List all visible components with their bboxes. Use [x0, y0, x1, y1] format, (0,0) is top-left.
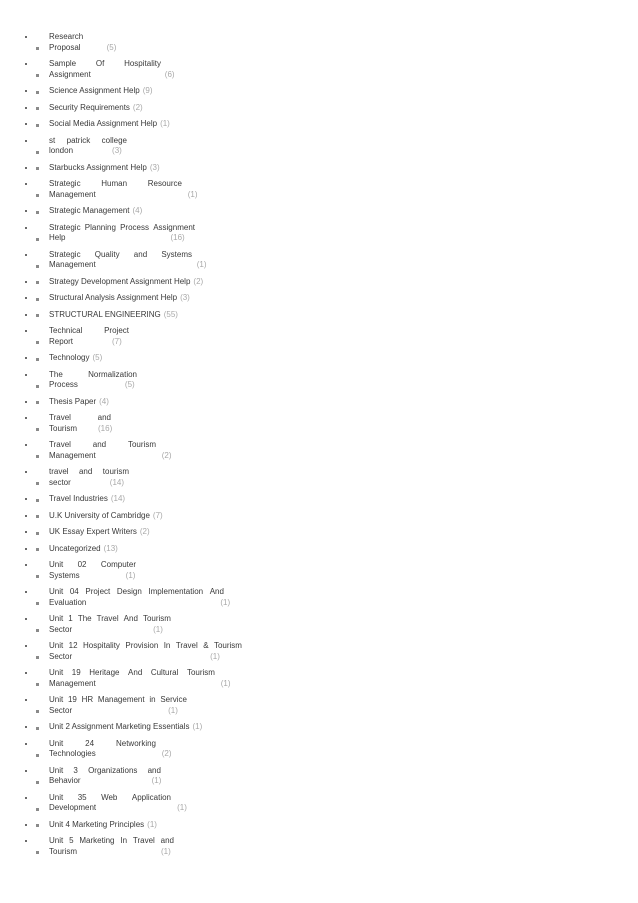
category-word: Project — [85, 587, 111, 596]
category-word: 24 — [85, 738, 95, 748]
category-item[interactable] — [36, 206, 636, 217]
category-item[interactable] — [36, 544, 636, 555]
category-word: and — [147, 765, 161, 775]
category-name-line1[interactable] — [49, 766, 161, 777]
category-item[interactable] — [36, 86, 636, 97]
post-count: (9) — [142, 86, 153, 95]
category-word: 12 — [68, 641, 78, 650]
post-count: (1) — [220, 597, 231, 607]
post-count: (1) — [153, 624, 163, 634]
category-link[interactable]: STRUCTURAL ENGINEERING — [49, 309, 161, 319]
category-item[interactable] — [36, 614, 636, 635]
category-name-line1[interactable] — [49, 668, 215, 679]
category-link[interactable]: Process — [49, 380, 78, 389]
category-name-line1[interactable] — [49, 413, 111, 424]
category-word: Cultural — [150, 668, 179, 677]
category-name-line1[interactable] — [49, 587, 224, 598]
category-name-line1[interactable] — [49, 739, 156, 750]
category-word: & — [203, 641, 209, 650]
category-item[interactable] — [36, 370, 636, 391]
category-word: • Unit — [49, 836, 64, 845]
bullet-icon — [36, 385, 39, 388]
category-item[interactable] — [36, 326, 636, 347]
category-name-line1[interactable] — [49, 641, 242, 652]
category-name-line1[interactable] — [49, 223, 195, 234]
category-name-line1[interactable] — [49, 179, 182, 190]
category-word: Travel — [175, 641, 198, 650]
category-word: • Unit — [49, 587, 64, 596]
category-link[interactable]: Sector — [49, 624, 73, 634]
category-word: Project — [104, 326, 129, 335]
category-word: Organizations — [88, 765, 138, 775]
category-item[interactable] — [36, 250, 636, 271]
category-word: Quality — [94, 249, 120, 259]
category-word: and — [97, 413, 111, 422]
category-word: and — [160, 836, 174, 845]
category-item[interactable] — [36, 467, 636, 488]
category-word: 5 — [69, 836, 74, 845]
category-link[interactable]: Science Assignment Help — [49, 86, 140, 95]
category-name-line1[interactable] — [49, 326, 129, 337]
bullet-icon — [36, 710, 39, 713]
category-item[interactable] — [36, 32, 636, 53]
category-link[interactable]: Management — [49, 189, 96, 199]
category-word: Resource — [147, 179, 182, 188]
category-word: Travel — [132, 836, 155, 845]
bullet-icon — [36, 194, 39, 197]
category-word: Hospitality — [124, 59, 161, 68]
category-item[interactable] — [36, 511, 636, 522]
category-link[interactable]: Thesis Paper — [49, 396, 97, 406]
bullet-icon — [36, 781, 39, 784]
post-count: (2) — [161, 749, 172, 758]
category-word: 02 — [77, 560, 87, 569]
category-link[interactable]: Management — [49, 260, 96, 269]
post-count: (3) — [149, 162, 160, 172]
category-word: The — [77, 614, 92, 623]
post-count: (14) — [110, 494, 126, 503]
category-name-line1[interactable] — [49, 250, 192, 261]
bullet-icon — [36, 824, 39, 827]
category-item[interactable] — [36, 820, 636, 831]
category-word: Systems — [161, 249, 192, 259]
category-item[interactable] — [36, 641, 636, 662]
category-word: Normalization — [88, 369, 137, 379]
category-word: Planning — [84, 222, 116, 232]
bullet-icon — [36, 107, 39, 110]
post-count: (1) — [147, 819, 157, 829]
category-word: and — [78, 467, 93, 476]
bullet-icon — [36, 401, 39, 404]
category-item[interactable] — [36, 353, 636, 364]
category-link[interactable]: Management — [49, 678, 96, 688]
category-item[interactable] — [36, 494, 636, 505]
category-word: college — [101, 135, 127, 145]
category-item[interactable] — [36, 722, 636, 733]
category-link[interactable]: Tourism — [49, 423, 78, 433]
category-word: Implementation — [148, 587, 204, 596]
bullet-icon — [36, 851, 39, 854]
category-link[interactable]: Sector — [49, 705, 73, 715]
category-word: • travel — [49, 467, 69, 476]
bullet-icon — [36, 532, 39, 535]
category-word: 19 — [67, 695, 77, 704]
category-link[interactable]: Travel Industries — [49, 494, 108, 503]
post-count: (1) — [168, 705, 178, 715]
category-word: • Unit — [49, 560, 64, 569]
category-word: Tourism — [142, 614, 171, 623]
category-item[interactable] — [36, 310, 636, 321]
category-word: • Technical — [49, 326, 83, 335]
bullet-icon — [36, 314, 39, 317]
bullet-icon — [36, 754, 39, 757]
category-word: patrick — [66, 135, 91, 145]
category-item[interactable] — [36, 413, 636, 434]
post-count: (7) — [152, 510, 163, 520]
category-word: And — [123, 614, 138, 623]
bullet-icon — [36, 167, 39, 170]
category-item[interactable] — [36, 587, 636, 608]
bullet-icon — [36, 575, 39, 578]
bullet-icon — [36, 281, 39, 284]
post-count: (16) — [98, 423, 113, 433]
category-word: In — [120, 836, 128, 845]
bullet-icon — [36, 808, 39, 811]
bullet-icon — [36, 211, 39, 214]
category-word: Process — [120, 222, 149, 232]
category-word: and — [92, 440, 107, 449]
post-count: (1) — [210, 651, 220, 661]
category-link[interactable]: london — [49, 146, 74, 155]
category-link[interactable]: Assignment — [49, 69, 91, 79]
category-link[interactable]: Structural Analysis Assignment Help — [49, 293, 178, 302]
category-word: • st — [49, 135, 56, 145]
post-count: (4) — [99, 396, 109, 406]
category-link[interactable]: Management — [49, 450, 96, 460]
category-word: 04 — [69, 587, 79, 596]
category-word: Web — [101, 792, 118, 802]
category-word: 3 — [73, 765, 78, 775]
category-word: Tourism — [213, 641, 242, 650]
category-word: HR — [81, 695, 94, 704]
category-word: Tourism — [127, 440, 156, 449]
category-item[interactable] — [36, 119, 636, 130]
category-word: Application — [131, 792, 171, 802]
bullet-icon — [36, 548, 39, 551]
category-item[interactable] — [36, 739, 636, 760]
category-link[interactable]: sector — [49, 477, 71, 487]
category-item[interactable] — [36, 668, 636, 689]
category-word: • The — [49, 369, 63, 379]
category-word: Travel — [96, 614, 119, 623]
category-word: Of — [95, 59, 105, 68]
post-count: (1) — [161, 846, 171, 856]
post-count: (5) — [106, 42, 117, 52]
category-link[interactable]: Evaluation — [49, 597, 87, 607]
category-link[interactable]: Behavior — [49, 776, 81, 785]
post-count: (2) — [139, 527, 150, 536]
category-item[interactable] — [36, 440, 636, 461]
bullet-icon — [36, 74, 39, 77]
category-item[interactable] — [36, 179, 636, 200]
category-name-line1[interactable] — [49, 695, 187, 706]
bullet-icon — [36, 341, 39, 344]
category-word: Design — [116, 587, 142, 596]
category-item[interactable] — [36, 163, 636, 174]
post-count: (2) — [161, 450, 172, 460]
category-link[interactable]: Tourism — [49, 846, 78, 856]
category-item[interactable] — [36, 59, 636, 80]
post-count: (16) — [170, 233, 185, 242]
category-word: Management — [97, 695, 145, 704]
category-item[interactable] — [36, 527, 636, 538]
category-link[interactable]: Strategic Management — [49, 206, 130, 215]
category-item[interactable] — [36, 103, 636, 114]
bullet-icon — [36, 358, 39, 361]
category-name-line1[interactable] — [49, 440, 156, 451]
bullet-icon — [36, 727, 39, 730]
post-count: (1) — [160, 119, 170, 128]
post-count: (3) — [112, 146, 122, 155]
category-word: • Unit — [49, 668, 64, 677]
category-name-line1[interactable] — [49, 370, 137, 381]
bullet-icon — [36, 47, 39, 50]
category-link[interactable]: Development — [49, 803, 97, 812]
category-word: And — [209, 587, 224, 596]
bullet-icon — [36, 455, 39, 458]
category-item[interactable] — [36, 793, 636, 814]
category-name-line1[interactable] — [49, 614, 171, 625]
category-item[interactable] — [36, 136, 636, 157]
bullet-icon — [36, 499, 39, 502]
category-link[interactable]: Starbucks Assignment Help — [49, 162, 147, 172]
post-count: (3) — [180, 293, 190, 302]
category-link[interactable]: Security Requirements — [49, 102, 130, 112]
category-word: Assignment — [153, 222, 195, 232]
post-count: (6) — [164, 69, 175, 79]
post-count: (1) — [177, 803, 187, 812]
category-word: • Strategic — [49, 179, 81, 188]
category-word: Heritage — [89, 668, 120, 677]
category-word: • Strategic — [49, 249, 81, 259]
category-word: Human — [101, 179, 128, 188]
category-link[interactable]: Unit 4 Marketing Principles — [49, 819, 145, 829]
category-word: And — [128, 668, 143, 677]
category-word: Hospitality — [83, 641, 120, 650]
bullet-icon — [36, 265, 39, 268]
category-link[interactable]: Proposal — [49, 42, 81, 52]
post-count: (13) — [103, 543, 118, 553]
category-item[interactable] — [36, 223, 636, 244]
category-name-line1[interactable] — [49, 793, 171, 804]
category-word: • Sample — [49, 59, 77, 68]
category-word: • Unit — [49, 695, 64, 704]
post-count: (1) — [192, 722, 203, 731]
bullet-icon — [36, 683, 39, 686]
bullet-icon — [36, 629, 39, 632]
category-item[interactable] — [36, 560, 636, 581]
category-word: Tourism — [186, 668, 215, 677]
post-count: (1) — [196, 260, 207, 269]
bullet-icon — [36, 602, 39, 605]
category-name-line1[interactable] — [49, 560, 136, 571]
category-name-line1[interactable] — [49, 32, 84, 43]
category-word: 35 — [77, 792, 87, 802]
category-item[interactable] — [36, 695, 636, 716]
category-word: Service — [160, 695, 187, 704]
category-word: • Unit — [49, 641, 64, 650]
post-count: (55) — [163, 309, 178, 319]
category-item[interactable] — [36, 277, 636, 288]
bullet-icon — [36, 428, 39, 431]
post-count: (2) — [132, 102, 143, 112]
bullet-icon — [36, 656, 39, 659]
category-word: • Strategic — [49, 222, 81, 232]
category-word: 1 — [68, 614, 73, 623]
category-link[interactable]: Uncategorized — [49, 543, 101, 553]
post-count: (5) — [124, 380, 135, 389]
post-count: (1) — [220, 678, 231, 688]
category-word: Networking — [115, 738, 156, 748]
category-list — [36, 32, 636, 863]
category-link[interactable]: Systems — [49, 570, 80, 580]
category-link[interactable]: Report — [49, 336, 74, 346]
category-link[interactable]: U.K University of Cambridge — [49, 510, 150, 520]
category-word: and — [133, 249, 148, 259]
post-count: (5) — [92, 353, 103, 362]
category-word: Computer — [100, 560, 136, 569]
bullet-icon — [36, 298, 39, 301]
category-word: 19 — [71, 668, 81, 677]
category-word: • Unit — [49, 792, 64, 802]
post-count: (14) — [109, 477, 125, 487]
category-link[interactable]: Technologies — [49, 749, 96, 758]
post-count: (2) — [193, 276, 204, 286]
category-item[interactable] — [36, 836, 636, 857]
category-word: • Travel — [49, 413, 71, 422]
category-word: tourism — [102, 467, 129, 476]
post-count: (4) — [132, 206, 143, 215]
category-item[interactable] — [36, 293, 636, 304]
category-word: • Unit — [49, 738, 64, 748]
category-word: In — [163, 641, 171, 650]
bullet-icon — [36, 515, 39, 518]
post-count: (1) — [187, 189, 198, 199]
category-word: Research — [49, 32, 84, 41]
category-name-line1[interactable] — [49, 59, 161, 70]
category-word: • Travel — [49, 440, 71, 449]
category-name-line1[interactable] — [49, 467, 129, 478]
category-link[interactable]: Help — [49, 233, 66, 242]
category-link[interactable]: UK Essay Expert Writers — [49, 527, 137, 536]
bullet-icon — [36, 238, 39, 241]
category-item[interactable] — [36, 766, 636, 787]
category-word: Marketing — [79, 836, 115, 845]
category-name-line1[interactable] — [49, 136, 127, 147]
category-word: in — [149, 695, 156, 704]
bullet-icon — [36, 124, 39, 127]
category-word: • Unit — [49, 765, 64, 775]
category-name-line1[interactable] — [49, 836, 174, 847]
bullet-icon — [36, 151, 39, 154]
post-count: (1) — [125, 570, 136, 580]
post-count: (7) — [112, 336, 122, 346]
category-word: Provision — [125, 641, 159, 650]
post-count: (1) — [151, 776, 162, 785]
bullet-icon — [36, 91, 39, 94]
category-link[interactable]: Social Media Assignment Help — [49, 119, 158, 128]
category-link[interactable]: Unit 2 Assignment Marketing Essentials — [49, 722, 190, 731]
category-link[interactable]: Technology — [49, 353, 90, 362]
bullet-icon — [36, 482, 39, 485]
category-link[interactable]: Sector — [49, 651, 73, 661]
category-word: • Unit — [49, 614, 64, 623]
category-item[interactable] — [36, 397, 636, 408]
category-link[interactable]: Strategy Development Assignment Help — [49, 276, 191, 286]
